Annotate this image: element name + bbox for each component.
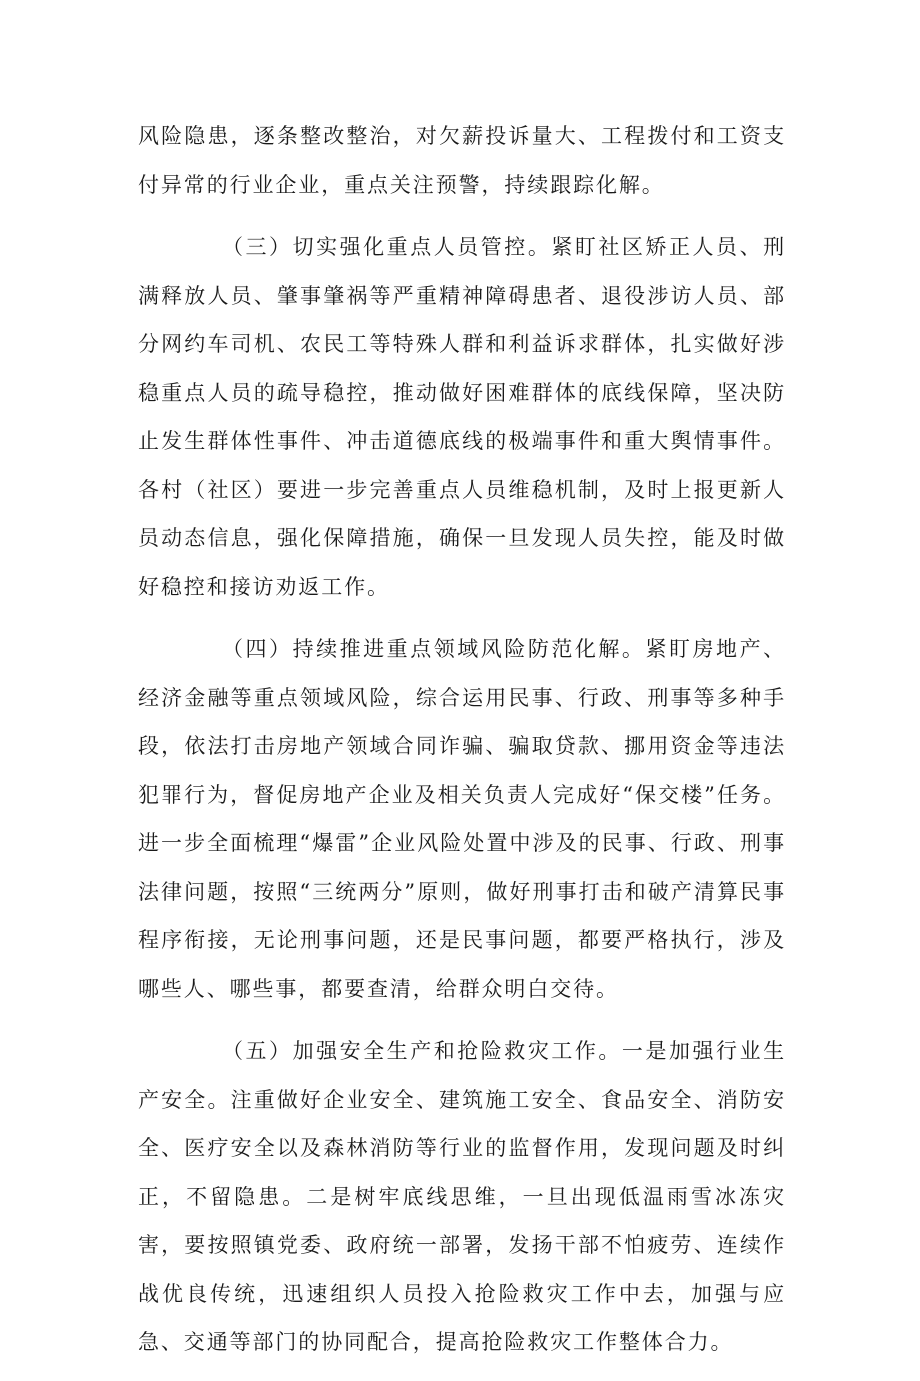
- paragraph-key-area-risk: （四）持续推进重点领域风险防范化解。紧盯房地产、经济金融等重点领域风险，综合运用民事、行政、刑事等多种手段，依法打击房地产领域合同诈骗、骗取贷款、挪用资金等违法犯罪行为，督促房地产企业及相关负责人完成好“保交楼”任务。进一步全面梳理“爆雷”企业风险处置中涉及的民事、行政、刑事法律问题，按照“三统两分”原则，做好刑事打击和破产清算民事程序衔接，无论刑事问题，还是民事问题，都要严格执行，涉及哪些人、哪些事，都要查清，给群众明白交待。: [138, 637, 786, 1001]
- paragraph-key-personnel-control: （三）切实强化重点人员管控。紧盯社区矫正人员、刑满释放人员、肇事肇祸等严重精神障碍患者、退役涉访人员、部分网约车司机、农民工等特殊人群和利益诉求群体，扎实做好涉稳重点人员的疏导稳控，推动做好困难群体的底线保障，坚决防止发生群体性事件、冲击道德底线的极端事件和重大舆情事件。各村（社区）要进一步完善重点人员维稳机制，及时上报更新人员动态信息，强化保障措施，确保一旦发现人员失控，能及时做好稳控和接访劝返工作。: [138, 235, 786, 599]
- document-body: [138, 112, 786, 1381]
- paragraph-continuation: 风险隐患，逐条整改整治，对欠薪投诉量大、工程拨付和工资支付异常的行业企业，重点关注预警，持续跟踪化解。: [138, 124, 786, 197]
- paragraph-safety-production: （五）加强安全生产和抢险救灾工作。一是加强行业生产安全。注重做好企业安全、建筑施工安全、食品安全、消防安全、医疗安全以及森林消防等行业的监督作用，发现问题及时纠正，不留隐患。二是树牢底线思维，一旦出现低温雨雪冰冻灾害，要按照镇党委、政府统一部署，发扬干部不怕疲劳、连续作战优良传统，迅速组织人员投入抢险救灾工作中去，加强与应急、交通等部门的协同配合，提高抢险救灾工作整体合力。: [138, 1039, 786, 1354]
